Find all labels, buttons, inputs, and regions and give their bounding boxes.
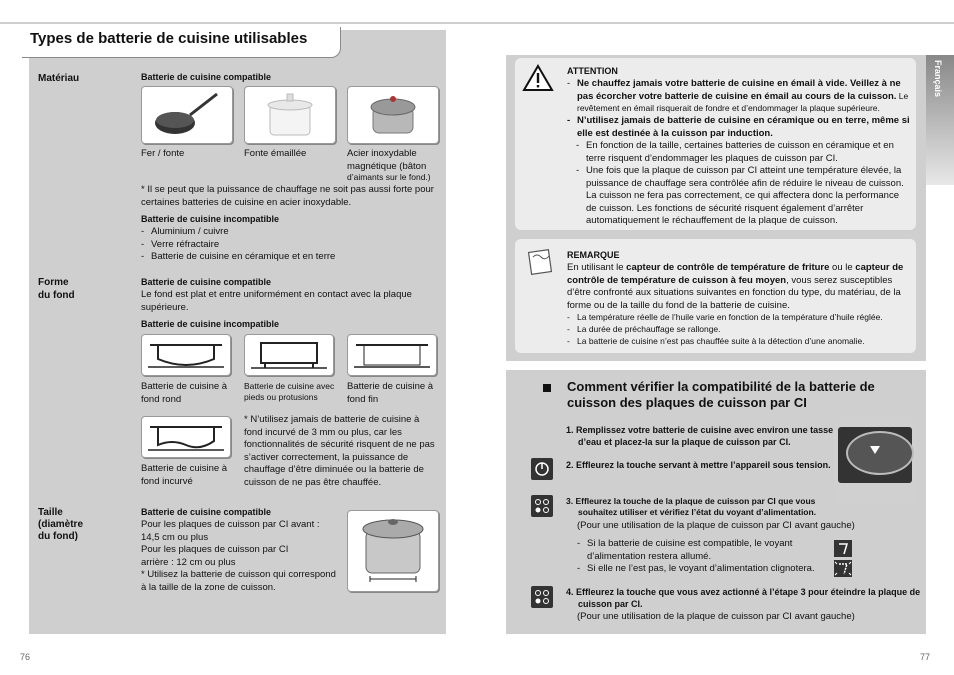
- attention-item-1-rest: Le revêtement en émail risquerait de fondre et d’endommager la plaque supérieure.: [577, 90, 909, 113]
- zone-button-icon: [531, 495, 553, 517]
- list-item: - Une fois que la plaque de cuisson par CI atteint une température élevée, la puissance de chauffage sera contrôlée afin de réduire le niveau de cuisson. La cuisson ne fera pas correctement, ce qui affectera donc la performance de cuisson. Les fonctions de sécurité risquent également d’arrêter automatiquement le réchauffement de la plaque de cuisson.: [576, 165, 908, 228]
- check-heading: Comment vérifier la compatibilité de la batterie de cuisson des plaques de cuisson par CI: [567, 379, 875, 410]
- stockpot-image: [347, 510, 439, 592]
- language-tab: [926, 55, 954, 185]
- curved-bottom-pot-icon: [142, 417, 230, 457]
- step-3-note: (Pour une utilisation de la plaque de cuisson par CI avant gauche): [577, 520, 855, 531]
- caption-thin-bottom: Batterie de cuisine à fond fin: [347, 381, 434, 405]
- caption-feet: Batterie de cuisine avec pieds ou protusions: [244, 381, 335, 402]
- materiau-incompatible-heading: Batterie de cuisine incompatible: [141, 214, 280, 224]
- stockpot-icon: [348, 511, 438, 591]
- attention-item-1: - Ne chauffez jamais votre batterie de cuisine en émail à vide. Veillez à ne pas écorcher votre batterie de cuisine en émail au cours de la cuisson. Le revêtement en émail risquerait de fondre et d’endommager la plaque supérieure.: [567, 78, 909, 113]
- left-page-number: 76: [20, 652, 31, 662]
- remarque-list: [567, 311, 909, 347]
- list-item: - La durée de préchauffage se rallonge.: [567, 323, 909, 335]
- caption-curved-bottom: Batterie de cuisine à fond incurvé: [141, 463, 228, 487]
- materiau-label: Matériau: [38, 73, 80, 84]
- enamel-pot-image: [244, 86, 336, 144]
- step-3: 3. Effleurez la touche de la plaque de cuisson par CI que vous souhaitez utiliser et vérifiez l’état du voyant d’alimentation.: [566, 496, 817, 517]
- step-4: 4. Effleurez la touche que vous avez actionné à l’étape 3 pour éteindre la plaque de cuisson par CI.: [566, 587, 921, 609]
- list-item: - En fonction de la taille, certaines batteries de cuisson en céramique et en terre risquent d’endommager les plaques de cuisson par CI.: [576, 140, 908, 165]
- power-button-icon: [531, 458, 553, 480]
- attention-item-2: - N’utilisez jamais de batterie de cuisine en céramique ou en terre, même si elle est destinée à la cuisson par induction.: [567, 115, 910, 139]
- enamel-pot-icon: [245, 87, 335, 143]
- zone-button-icon-2: [531, 586, 553, 608]
- forme-incompatible-heading: Batterie de cuisine incompatible: [141, 319, 280, 329]
- taille-label-1: Taille: [38, 507, 63, 518]
- section-bullet-icon: [543, 384, 551, 392]
- remarque-intro-text: ou le: [829, 262, 856, 273]
- round-bottom-pot-image: [141, 334, 231, 376]
- taille-line: Pour les plaques de cuisson par CI: [141, 544, 289, 555]
- taille-line: 14,5 cm ou plus: [141, 531, 209, 543]
- remarque-intro: [567, 262, 909, 312]
- indicator-steady-icon: [834, 540, 852, 557]
- pot-with-feet-icon: [245, 335, 333, 375]
- step-2: 2. Effleurez la touche servant à mettre l’appareil sous tension.: [566, 460, 831, 470]
- list-item: - Si la batterie de cuisine est compatible, le voyant d’alimentation restera allumé.: [577, 538, 832, 563]
- attention-sub-list: [576, 140, 908, 228]
- caption-steel-detail: d’aimants sur le fond.): [347, 172, 431, 182]
- remarque-intro-bold: capteur de contrôle de température de cuisson à feu moyen: [567, 262, 904, 286]
- curved-bottom-pot-image: [141, 416, 231, 458]
- note-icon: [527, 247, 555, 275]
- caption-enamel: Fonte émaillée: [244, 148, 307, 159]
- forme-note: * N’utilisez jamais de batterie de cuisine à fond incurvé de 3 mm ou plus, car les fonctionnalités de sécurité risquent de ne pas s’activer correctement, la puissance de chauffage d’être diminuée ou la batterie de cuisson de ne pas être chauffée.: [244, 414, 435, 488]
- frying-pan-icon: [142, 87, 232, 143]
- taille-compatible-heading: Batterie de cuisine compatible: [141, 507, 272, 517]
- cooktop-image: [834, 423, 916, 503]
- list-item: - Aluminium / cuivre: [141, 226, 439, 239]
- remarque-heading: REMARQUE: [567, 250, 620, 260]
- indicator-blinking-icon: [834, 560, 852, 577]
- steel-pot-icon: [348, 87, 438, 143]
- list-item: - Si elle ne l’est pas, le voyant d’alimentation clignotera.: [577, 563, 832, 576]
- language-label: Français: [933, 60, 943, 98]
- iron-pan-image: [141, 86, 233, 144]
- pot-with-feet-image: [244, 334, 334, 376]
- top-rule: [0, 22, 954, 24]
- list-item: - La température réelle de l’huile varie en fonction de la température d’huile réglée.: [567, 311, 909, 323]
- step-3-list: [577, 538, 832, 576]
- remarque-intro-bold: capteur de contrôle de température de friture: [626, 262, 830, 273]
- taille-line: arrière : 12 cm ou plus: [141, 556, 236, 568]
- caption-round-bottom: Batterie de cuisine à fond rond: [141, 381, 228, 405]
- materiau-compatible-heading: Batterie de cuisine compatible: [141, 72, 272, 82]
- arrow-down-icon: [868, 443, 882, 457]
- taille-line: Pour les plaques de cuisson par CI avant :: [141, 519, 320, 530]
- taille-label-3: du fond): [38, 531, 78, 542]
- list-item: - Verre réfractaire: [141, 239, 439, 252]
- forme-label-1: Forme: [38, 277, 69, 288]
- step-1: 1. Remplissez votre batterie de cuisine avec environ une tasse d’eau et placez-la sur la plaque de cuisson par CI.: [566, 425, 834, 447]
- page-title: Types de batterie de cuisine utilisables: [30, 30, 308, 47]
- round-bottom-pot-icon: [142, 335, 230, 375]
- taille-label-2: (diamètre: [38, 519, 84, 530]
- warning-triangle-icon: [522, 64, 554, 92]
- taille-lines: [141, 519, 341, 569]
- remarque-intro-text: , vous serez susceptibles d’être confronté aux situations suivantes en fonction du type, du matériau, de la forme ou de la taille du fond de la batterie de cuisine.: [567, 274, 901, 311]
- right-page-number: 77: [920, 652, 931, 662]
- list-item: - La batterie de cuisine n’est pas chauffée suite à la détection d’une anomalie.: [567, 335, 909, 347]
- materiau-note: * Il se peut que la puissance de chauffage ne soit pas aussi forte pour certaines batteries de cuisine en acier inoxydable.: [141, 184, 434, 208]
- taille-note: * Utilisez la batterie de cuisson qui correspond à la taille de la zone de cuisson.: [141, 569, 336, 593]
- attention-item-1-bold: Ne chauffez jamais votre batterie de cuisine en émail à vide. Veillez à ne pas écorcher votre batterie de cuisine en émail au cours de la cuisson.: [577, 78, 901, 102]
- steel-pot-image: [347, 86, 439, 144]
- remarque-intro-text: En utilisant le: [567, 262, 627, 273]
- thin-bottom-pot-image: [347, 334, 437, 376]
- attention-item-2-bold: N’utilisez jamais de batterie de cuisine en céramique ou en terre, même si elle est destinée à la cuisson par induction.: [577, 115, 910, 139]
- attention-heading: ATTENTION: [567, 66, 618, 76]
- caption-iron: Fer / fonte: [141, 148, 185, 159]
- forme-label-2: du fond: [38, 290, 75, 301]
- materiau-incompatible-list: [141, 226, 439, 264]
- caption-steel: Acier inoxydable magnétique (bâton: [347, 148, 427, 172]
- thin-bottom-pot-icon: [348, 335, 436, 375]
- list-item: - Batterie de cuisine en céramique et en terre: [141, 251, 439, 264]
- forme-compatible-heading: Batterie de cuisine compatible: [141, 277, 272, 287]
- step-4-note: (Pour une utilisation de la plaque de cuisson par CI avant gauche): [577, 611, 855, 622]
- forme-compatible-text: Le fond est plat et entre uniformément en contact avec la plaque supérieure.: [141, 289, 412, 313]
